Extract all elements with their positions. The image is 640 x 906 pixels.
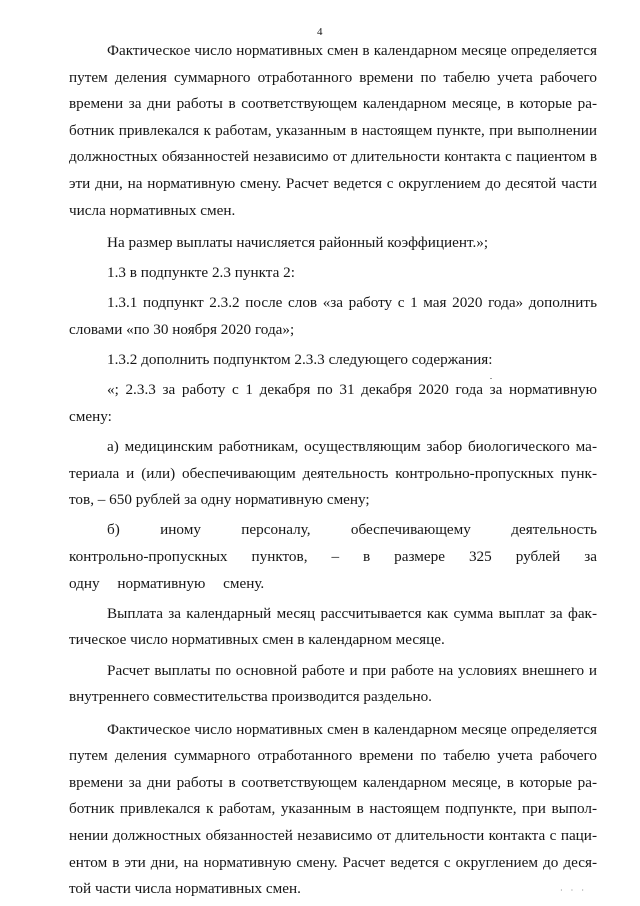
paragraph-separate-calculation: Расчет выплаты по основной работе и при работе на условиях внешнего и внутреннего совместительства производится раздельно.: [69, 661, 597, 706]
paragraph-subitem-2-3-3: «; 2.3.3 за работу с 1 декабря по 31 декабря 2020 года за нормативную смену:: [69, 381, 597, 425]
scan-mark: · · ·: [560, 886, 587, 895]
paragraph-shifts-definition: Фактическое число нормативных смен в календарном месяце определяется путем деления суммарного отработанного времени по табелю учета рабочего времени за дни работы в соответствующем календарном месяце, в которые работник привлекался к работам, указанным в настоящем пункте, при выполнении должностных обязанностей независимо от длительности контакта с пациентом в эти дни, на нормативную смену. Расчет ведется с округлением до десятой части числа нормативных смен.: [69, 42, 597, 219]
scan-speck: [490, 378, 492, 379]
paragraph-shifts-definition-subitem: Фактическое число нормативных смен в календарном месяце определяется путем деления суммарного отработанного времени по табелю учета рабочего времени за дни работы в соответствующем календарном месяце, в которые работник привлекался к работам, указанным в настоящем подпункте, при выполнении должностных обязанностей независимо от длительности контакта с пациентом в эти дни, на нормативную смену. Расчет ведется с округлением до десятой части числа нормативных смен.: [69, 720, 597, 898]
document-body: [69, 38, 597, 906]
paragraph-item-b-other-staff: б) иному персоналу, обеспечивающему деятельность контрольно-пропускных пунктов, – в размере 325 рублей за одну нормативную смену.: [69, 521, 597, 592]
page-number: 4: [317, 26, 323, 38]
paragraph-monthly-payment: Выплата за календарный месяц рассчитывается как сумма выплат за фактическое число нормативных смен в календарном месяце.: [69, 604, 597, 649]
paragraph-item-1-3-1: 1.3.1 подпункт 2.3.2 после слов «за работу с 1 мая 2020 года» дополнить словами «по 30 ноября 2020 года»;: [69, 294, 597, 338]
paragraph-regional-coefficient: На размер выплаты начисляется районный коэффициент.»;: [107, 233, 489, 251]
paragraph-item-1-3: 1.3 в подпункте 2.3 пункта 2:: [107, 264, 295, 282]
paragraph-item-a-medical-workers: а) медицинским работникам, осуществляющим забор биологического материала и (или) обеспечивающим деятельность контрольно-пропускных пунктов, – 650 рублей за одну нормативную смену;: [69, 438, 597, 509]
paragraph-item-1-3-2: 1.3.2 дополнить подпунктом 2.3.3 следующего содержания:: [107, 351, 493, 369]
